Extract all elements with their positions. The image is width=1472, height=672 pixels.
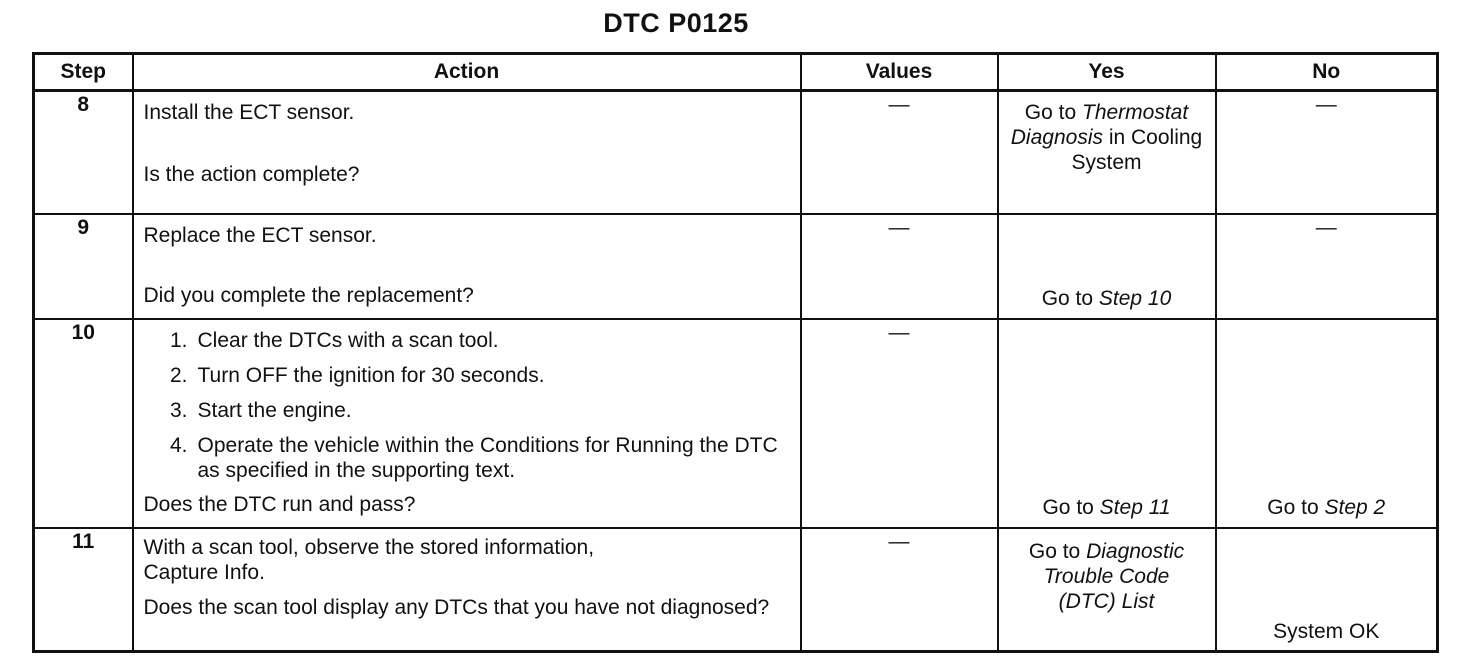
yes-reference: Step 10 (1098, 287, 1172, 311)
step-number: 10 (34, 319, 133, 528)
yes-cell (998, 91, 1216, 214)
yes-link: Go to Diagnostic Trouble Code (DTC) List (1028, 539, 1185, 613)
values-cell: — (801, 214, 998, 319)
action-question: Does the scan tool display any DTCs that you have not diagnosed? (143, 595, 770, 619)
header-action: Action (133, 54, 801, 91)
dtc-table (32, 52, 1439, 653)
yes-reference: Thermostat Diagnosis (1010, 101, 1189, 150)
no-cell: — (1216, 91, 1438, 214)
table-row-step-8 (34, 91, 1438, 214)
action-cell (133, 214, 801, 319)
values-cell: — (801, 528, 998, 652)
step-number: 8 (34, 91, 133, 214)
action-cell (133, 319, 801, 528)
action-cell (133, 91, 801, 214)
header-values: Values (801, 54, 998, 91)
no-cell: — (1216, 214, 1438, 319)
action-text: With a scan tool, observe the stored information, Capture Info. (143, 535, 595, 584)
action-cell (133, 528, 801, 652)
action-question: Did you complete the replacement? (143, 283, 474, 307)
action-question: Is the action complete? (143, 163, 360, 186)
yes-reference: Diagnostic Trouble Code (DTC) List (1043, 539, 1185, 613)
values-cell: — (801, 91, 998, 214)
step-number: 9 (34, 214, 133, 319)
action-question: Does the DTC run and pass? (143, 492, 416, 516)
table-row-step-9 (34, 214, 1438, 319)
yes-cell (998, 528, 1216, 652)
no-reference: Step 2 (1324, 496, 1386, 520)
action-text: Replace the ECT sensor. (143, 223, 377, 247)
header-no: No (1216, 54, 1438, 91)
yes-reference: Step 11 (1099, 496, 1171, 520)
no-cell (1216, 319, 1438, 528)
action-steps-list (152, 328, 792, 494)
yes-link: Go to Thermostat Diagnosis in Cooling System (1010, 101, 1203, 175)
step-number: 11 (34, 528, 133, 652)
header-yes: Yes (998, 54, 1216, 91)
list-item: 3. Start the engine. (169, 398, 352, 422)
header-row (34, 54, 1438, 91)
yes-link: Go to Step 10 (1041, 287, 1172, 311)
no-link: Go to Step 2 (1267, 496, 1386, 520)
table-row-step-10 (34, 319, 1438, 528)
yes-cell (998, 214, 1216, 319)
page-title: DTC P0125 (603, 8, 749, 38)
action-text: Install the ECT sensor. (143, 101, 355, 124)
header-step: Step (34, 54, 133, 91)
yes-cell (998, 319, 1216, 528)
no-cell (1216, 528, 1438, 652)
list-item: 4. Operate the vehicle within the Conditions for Running the DTC as specified in the supporting text. (169, 434, 778, 483)
no-result: System OK (1273, 619, 1380, 643)
yes-link: Go to Step 11 (1042, 496, 1171, 520)
table-row-step-11 (34, 528, 1438, 652)
list-item: 1. Clear the DTCs with a scan tool. (169, 328, 499, 352)
list-item: 2. Turn OFF the ignition for 30 seconds. (169, 363, 545, 387)
values-cell: — (801, 319, 998, 528)
